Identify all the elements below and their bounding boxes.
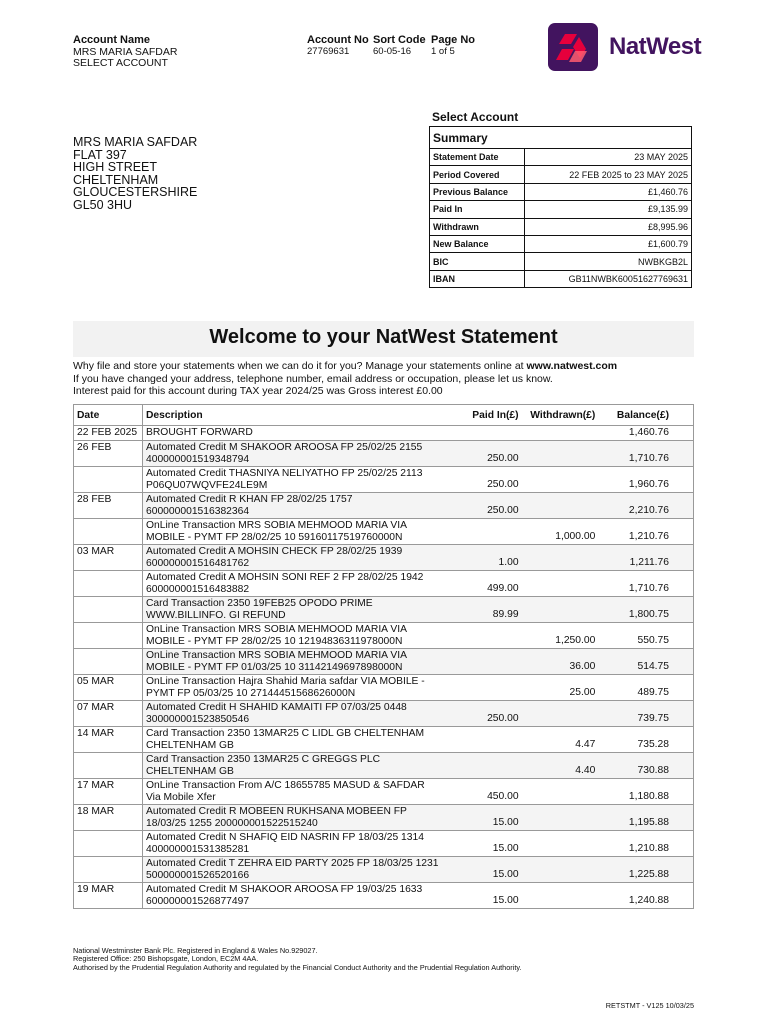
summary-label: Paid In [430, 201, 525, 218]
row-date [74, 831, 143, 857]
row-withdrawn [521, 805, 608, 831]
row-paid-in: 1.00 [465, 545, 521, 571]
summary-table [429, 126, 692, 288]
row-description [143, 426, 466, 441]
row-withdrawn [521, 571, 608, 597]
table-row [74, 857, 694, 883]
row-withdrawn: 1,000.00 [521, 519, 608, 545]
row-paid-in [465, 727, 521, 753]
footer-line: National Westminster Bank Plc. Registered in England & Wales No.929027. [73, 946, 318, 955]
footer-line: Registered Office: 250 Bishopsgate, London, EC2M 4AA. [73, 954, 259, 964]
page-no-label: Page No [431, 34, 476, 46]
row-paid-in: 15.00 [465, 883, 521, 909]
table-row [74, 493, 694, 519]
row-withdrawn [521, 426, 608, 441]
row-description-line: CHELTENHAM GB [146, 740, 234, 751]
table-row [74, 519, 694, 545]
row-paid-in: 89.99 [465, 597, 521, 623]
summary-value: £9,135.99 [525, 201, 692, 218]
row-date [74, 571, 143, 597]
row-balance: 1,240.88 [607, 883, 693, 909]
table-row [74, 701, 694, 727]
row-date [74, 597, 143, 623]
row-balance: 739.75 [607, 701, 693, 727]
row-paid-in [465, 649, 521, 675]
row-date: 26 FEB [74, 441, 143, 467]
row-balance: 1,800.75 [607, 597, 693, 623]
postal-address [73, 136, 197, 212]
row-description-line: CHELTENHAM GB [146, 766, 234, 777]
row-balance: 1,460.76 [607, 426, 693, 441]
row-balance: 489.75 [607, 675, 693, 701]
row-description [143, 753, 466, 779]
account-type: SELECT ACCOUNT [73, 57, 168, 69]
row-description-line: Card Transaction 2350 19FEB25 OPODO PRIME [146, 598, 373, 609]
row-description [143, 675, 466, 701]
row-balance: 1,225.88 [607, 857, 693, 883]
row-date: 03 MAR [74, 545, 143, 571]
address-line: FLAT 397 [73, 147, 127, 162]
form-reference: RETSTMT - V125 10/03/25 [605, 1001, 694, 1010]
row-balance: 735.28 [607, 727, 693, 753]
row-paid-in: 250.00 [465, 441, 521, 467]
row-description-line: Automated Credit A MOHSIN SONI REF 2 FP 28/02/25 1942 [146, 572, 424, 583]
row-description [143, 701, 466, 727]
row-description-line: MOBILE - PYMT FP 28/02/25 10 12194836311978000N [146, 636, 403, 647]
row-balance: 1,710.76 [607, 441, 693, 467]
row-paid-in [465, 753, 521, 779]
row-description [143, 597, 466, 623]
summary-title: Summary [430, 127, 692, 149]
address-line: MRS MARIA SAFDAR [73, 135, 198, 149]
row-paid-in: 250.00 [465, 701, 521, 727]
natwest-logo-icon [548, 23, 598, 71]
summary-row [430, 270, 692, 287]
row-withdrawn [521, 493, 608, 519]
row-description-line: Via Mobile Xfer [146, 792, 216, 803]
summary-row [430, 218, 692, 235]
summary-label: Previous Balance [430, 183, 525, 200]
row-date: 14 MAR [74, 727, 143, 753]
row-paid-in: 250.00 [465, 467, 521, 493]
address-line: GL50 3HU [73, 197, 133, 212]
row-description [143, 831, 466, 857]
address-line: GLOUCESTERSHIRE [73, 185, 198, 200]
row-description [143, 467, 466, 493]
row-balance: 1,210.76 [607, 519, 693, 545]
row-description-line: OnLine Transaction From A/C 18655785 MASUD & SAFDAR [146, 780, 425, 791]
summary-row [430, 201, 692, 218]
row-description [143, 545, 466, 571]
row-description-line: 600000001516481762 [146, 558, 250, 569]
row-balance: 1,211.76 [607, 545, 693, 571]
summary-label: BIC [430, 253, 525, 270]
row-description-line: 600000001526877497 [146, 896, 250, 907]
address-line: CHELTENHAM [73, 172, 159, 187]
row-date [74, 753, 143, 779]
row-paid-in: 450.00 [465, 779, 521, 805]
row-withdrawn [521, 597, 608, 623]
row-description-line: 400000001519348794 [146, 454, 250, 465]
row-withdrawn [521, 467, 608, 493]
intro-line-1: Why file and store your statements when we can do it for you? Manage your statements online at [73, 360, 527, 372]
row-date [74, 649, 143, 675]
summary-value: £8,995.96 [525, 218, 692, 235]
table-row [74, 727, 694, 753]
account-no: 27769631 [307, 46, 350, 57]
row-description-line: Automated Credit A MOHSIN CHECK FP 28/02/25 1939 [146, 546, 403, 557]
row-date: 19 MAR [74, 883, 143, 909]
row-balance: 1,180.88 [607, 779, 693, 805]
row-description-line: Card Transaction 2350 13MAR25 C LIDL GB CHELTENHAM [146, 728, 425, 739]
table-row [74, 426, 694, 441]
col-withdrawn: Withdrawn(£) [521, 405, 608, 426]
row-date: 22 FEB 2025 [74, 426, 143, 441]
row-date [74, 623, 143, 649]
row-description [143, 623, 466, 649]
summary-row [430, 253, 692, 270]
table-row [74, 441, 694, 467]
summary-label: New Balance [430, 235, 525, 252]
row-description-line: OnLine Transaction MRS SOBIA MEHMOOD MARIA VIA [146, 520, 407, 531]
row-description-line: BROUGHT FORWARD [146, 427, 253, 438]
summary-label: IBAN [430, 270, 525, 287]
transactions-table [73, 404, 694, 909]
row-description [143, 493, 466, 519]
summary-row [430, 183, 692, 200]
row-paid-in: 15.00 [465, 805, 521, 831]
row-description [143, 727, 466, 753]
row-withdrawn: 1,250.00 [521, 623, 608, 649]
row-paid-in: 499.00 [465, 571, 521, 597]
page-no: 1 of 5 [431, 46, 455, 57]
row-description-line: MOBILE - PYMT FP 01/03/25 10 31142149697898000N [146, 662, 403, 673]
row-balance: 550.75 [607, 623, 693, 649]
row-withdrawn: 4.47 [521, 727, 608, 753]
row-withdrawn [521, 701, 608, 727]
legal-footer [73, 947, 522, 972]
row-description [143, 883, 466, 909]
row-description-line: Automated Credit N SHAFIQ EID NASRIN FP 18/03/25 1314 [146, 832, 424, 843]
row-paid-in: 250.00 [465, 493, 521, 519]
summary-heading: Select Account [432, 110, 519, 124]
row-balance: 1,210.88 [607, 831, 693, 857]
row-description-line: 500000001526520166 [146, 870, 250, 881]
row-description [143, 571, 466, 597]
row-description-line: MOBILE - PYMT FP 28/02/25 10 59160117519760000N [146, 532, 403, 543]
row-description [143, 779, 466, 805]
table-row [74, 571, 694, 597]
row-description-line: 18/03/25 1255 200000001522515240 [146, 818, 318, 829]
row-date [74, 857, 143, 883]
summary-value: £1,460.76 [525, 183, 692, 200]
table-row [74, 675, 694, 701]
row-withdrawn [521, 831, 608, 857]
row-description-line: Automated Credit H SHAHID KAMAITI FP 07/03/25 0448 [146, 702, 407, 713]
table-row [74, 805, 694, 831]
row-withdrawn [521, 441, 608, 467]
summary-value: £1,600.79 [525, 235, 692, 252]
row-description-line: Automated Credit THASNIYA NELIYATHO FP 25/02/25 2113 [146, 468, 423, 479]
row-description-line: Automated Credit M SHAKOOR AROOSA FP 25/02/25 2155 [146, 442, 423, 453]
row-balance: 1,960.76 [607, 467, 693, 493]
summary-value: GB11NWBK60051627769631 [525, 270, 692, 287]
summary-label: Withdrawn [430, 218, 525, 235]
row-withdrawn: 25.00 [521, 675, 608, 701]
row-withdrawn [521, 779, 608, 805]
row-description-line: 600000001516483882 [146, 584, 250, 595]
table-row [74, 623, 694, 649]
row-date: 18 MAR [74, 805, 143, 831]
row-description-line: OnLine Transaction MRS SOBIA MEHMOOD MARIA VIA [146, 650, 407, 661]
row-description [143, 649, 466, 675]
row-withdrawn [521, 545, 608, 571]
brand-name: NatWest [609, 33, 702, 60]
intro-line-3: Interest paid for this account during TAX year 2024/25 was Gross interest £0.00 [73, 385, 443, 397]
address-line: HIGH STREET [73, 160, 158, 175]
col-balance: Balance(£) [607, 405, 693, 426]
row-balance: 730.88 [607, 753, 693, 779]
row-paid-in: 15.00 [465, 831, 521, 857]
row-description-line: WWW.BILLINFO. GI REFUND [146, 610, 286, 621]
intro-text [73, 360, 617, 398]
row-description-line: 300000001523850546 [146, 714, 250, 725]
table-row [74, 597, 694, 623]
sort-code: 60-05-16 [373, 46, 412, 57]
row-paid-in: 15.00 [465, 857, 521, 883]
table-row [74, 545, 694, 571]
row-date: 05 MAR [74, 675, 143, 701]
row-paid-in [465, 426, 521, 441]
footer-line: Authorised by the Prudential Regulation Authority and regulated by the Financial Conduct Authority and the Prudential Regulation Authority. [73, 962, 522, 972]
row-description-line: Card Transaction 2350 13MAR25 C GREGGS PLC [146, 754, 381, 765]
row-withdrawn [521, 883, 608, 909]
row-description-line: PYMT FP 05/03/25 10 27144451568626000N [146, 688, 356, 699]
summary-row [430, 166, 692, 183]
row-withdrawn: 36.00 [521, 649, 608, 675]
row-withdrawn [521, 857, 608, 883]
row-date [74, 467, 143, 493]
account-name-label: Account Name [73, 34, 151, 46]
table-row [74, 753, 694, 779]
row-paid-in [465, 623, 521, 649]
sort-code-label: Sort Code [373, 34, 426, 46]
table-row [74, 779, 694, 805]
row-description [143, 857, 466, 883]
table-row [74, 831, 694, 857]
col-description: Description [143, 405, 466, 426]
row-description-line: 400000001531385281 [146, 844, 250, 855]
table-row [74, 883, 694, 909]
row-description-line: 600000001516382364 [146, 506, 250, 517]
intro-line-2: If you have changed your address, telephone number, email address or occupation, please let us know. [73, 372, 553, 385]
row-description-line: OnLine Transaction Hajra Shahid Maria safdar VIA MOBILE - [146, 676, 425, 687]
summary-row [430, 149, 692, 166]
summary-value: NWBKGB2L [525, 253, 692, 270]
row-description [143, 805, 466, 831]
row-paid-in [465, 675, 521, 701]
account-no-label: Account No [307, 34, 369, 46]
welcome-title: Welcome to your NatWest Statement [209, 326, 558, 348]
row-date: 17 MAR [74, 779, 143, 805]
row-balance: 1,195.88 [607, 805, 693, 831]
row-balance: 1,710.76 [607, 571, 693, 597]
row-description-line: Automated Credit T ZEHRA EID PARTY 2025 FP 18/03/25 1231 [146, 858, 439, 869]
row-description-line: P06QU07WQVFE24LE9M [146, 480, 268, 491]
summary-value: 22 FEB 2025 to 23 MAY 2025 [525, 166, 692, 183]
row-description [143, 519, 466, 545]
row-description-line: Automated Credit R KHAN FP 28/02/25 1757 [146, 494, 353, 505]
row-paid-in [465, 519, 521, 545]
row-description [143, 441, 466, 467]
account-name: MRS MARIA SAFDAR [73, 46, 178, 58]
summary-row [430, 235, 692, 252]
col-paid-in: Paid In(£) [465, 405, 521, 426]
natwest-link[interactable]: www.natwest.com [526, 360, 618, 372]
row-date: 28 FEB [74, 493, 143, 519]
row-withdrawn: 4.40 [521, 753, 608, 779]
table-row [74, 467, 694, 493]
table-row [74, 649, 694, 675]
summary-label: Period Covered [430, 166, 525, 183]
row-date: 07 MAR [74, 701, 143, 727]
row-description-line: Automated Credit R MOBEEN RUKHSANA MOBEEN FP [146, 806, 407, 817]
row-description-line: Automated Credit M SHAKOOR AROOSA FP 19/03/25 1633 [146, 884, 423, 895]
row-date [74, 519, 143, 545]
row-balance: 2,210.76 [607, 493, 693, 519]
row-balance: 514.75 [607, 649, 693, 675]
summary-label: Statement Date [430, 149, 525, 166]
row-description-line: OnLine Transaction MRS SOBIA MEHMOOD MARIA VIA [146, 624, 407, 635]
summary-value: 23 MAY 2025 [525, 149, 692, 166]
col-date: Date [74, 405, 143, 426]
